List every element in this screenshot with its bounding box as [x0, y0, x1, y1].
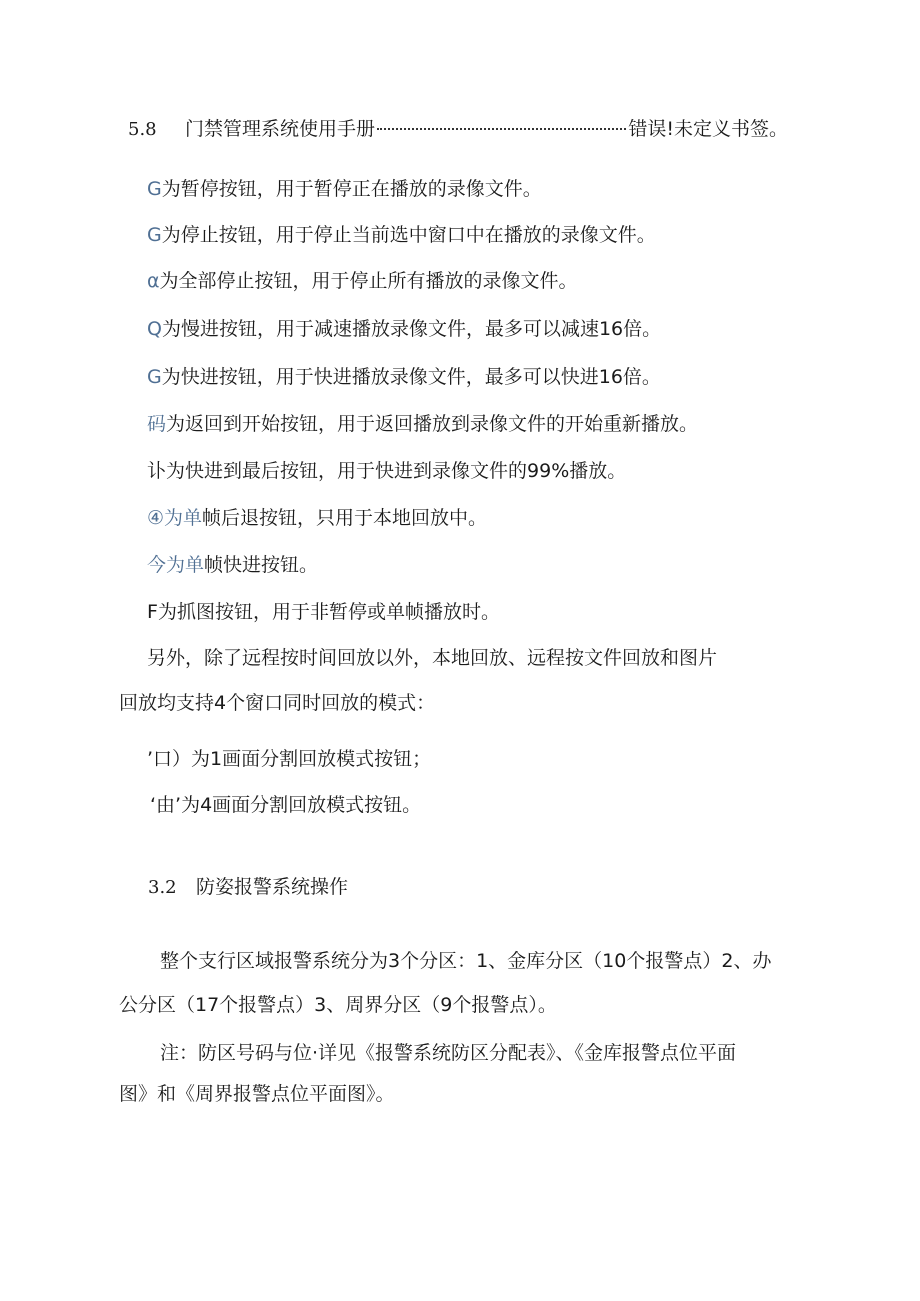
- control-line-pause: [147, 176, 542, 202]
- mode-line-single: [147, 746, 431, 772]
- single-view-icon: ’口）: [147, 748, 192, 770]
- control-line-stop: [147, 222, 656, 248]
- control-description: 为快进按钮，用于快进播放录像文件，最多可以快进16倍。: [161, 366, 661, 388]
- control-description: 为暂停按钮，用于暂停正在播放的录像文件。: [161, 178, 542, 200]
- skip-to-end-icon: 讣: [147, 460, 167, 482]
- pause-icon: G: [147, 178, 162, 200]
- control-line-capture: [147, 599, 500, 625]
- rewind-to-start-icon: 码: [147, 413, 167, 435]
- control-description: 为返回到开始按钮，用于返回播放到录像文件的开始重新播放。: [166, 413, 699, 435]
- step-back-icon: ④为单: [147, 507, 203, 529]
- mode-description: 为1画面分割回放模式按钮；: [191, 748, 432, 770]
- quad-view-icon: ‘由’: [150, 794, 182, 816]
- control-line-slow: [147, 316, 661, 342]
- section-title: 防姿报警系统操作: [196, 876, 349, 898]
- control-line-rewind-start: [147, 411, 698, 437]
- control-description: 为停止按钮，用于停止当前选中窗口中在播放的录像文件。: [161, 224, 656, 246]
- control-line-step-back: [147, 505, 487, 531]
- control-description: 为快进到最后按钮，用于快进到录像文件的99%播放。: [166, 460, 627, 482]
- control-description: 为抓图按钮，用于非暂停或单帧播放时。: [157, 601, 500, 623]
- paragraph-other-line2: 回放均支持4个窗口同时回放的模式：: [119, 692, 436, 714]
- mode-description: 为4画面分割回放模式按钮。: [181, 794, 422, 816]
- fast-forward-icon: G: [147, 366, 162, 388]
- capture-icon: F: [147, 601, 158, 623]
- body-paragraph-line2: 公分区（17个报警点）3、周界分区（9个报警点）。: [119, 994, 557, 1016]
- control-description: 为全部停止按钮，用于停止所有播放的录像文件。: [159, 270, 578, 292]
- control-line-step-forward: [147, 552, 318, 578]
- toc-leader-dots: [377, 128, 626, 130]
- slow-forward-icon: Q: [147, 318, 162, 340]
- section-heading: [148, 874, 348, 901]
- body-paragraph-line1: 整个支行区域报警系统分为3个分区：1、金库分区（10个报警点）2、办: [160, 950, 772, 972]
- control-line-skip-end: [147, 458, 626, 484]
- control-description: 帧快进按钮。: [204, 554, 319, 576]
- note-line1: 注：防区号码与位·详见《报警系统防区分配表》、《金库报警点位平面: [160, 1042, 737, 1064]
- control-line-fast: [147, 364, 661, 390]
- step-forward-icon: 今为单: [147, 554, 205, 576]
- toc-page-reference: 错误!未定义书签。: [628, 118, 788, 140]
- paragraph-other-line1: 另外，除了远程按时间回放以外，本地回放、远程按文件回放和图片: [147, 647, 718, 669]
- stop-icon: G: [147, 224, 162, 246]
- control-description: 帧后退按钮，只用于本地回放中。: [202, 507, 488, 529]
- control-line-stop-all: [147, 268, 578, 294]
- mode-line-quad: [150, 792, 421, 818]
- toc-number: 5.8: [128, 119, 157, 140]
- toc-entry[interactable]: [128, 116, 788, 143]
- toc-title: 门禁管理系统使用手册: [185, 118, 376, 140]
- note-line2: 图》和《周界报警点位平面图》。: [119, 1083, 395, 1105]
- section-number: 3.2: [148, 877, 177, 898]
- stop-all-icon: α: [147, 270, 160, 292]
- control-description: 为慢进按钮，用于减速播放录像文件，最多可以减速16倍。: [161, 318, 662, 340]
